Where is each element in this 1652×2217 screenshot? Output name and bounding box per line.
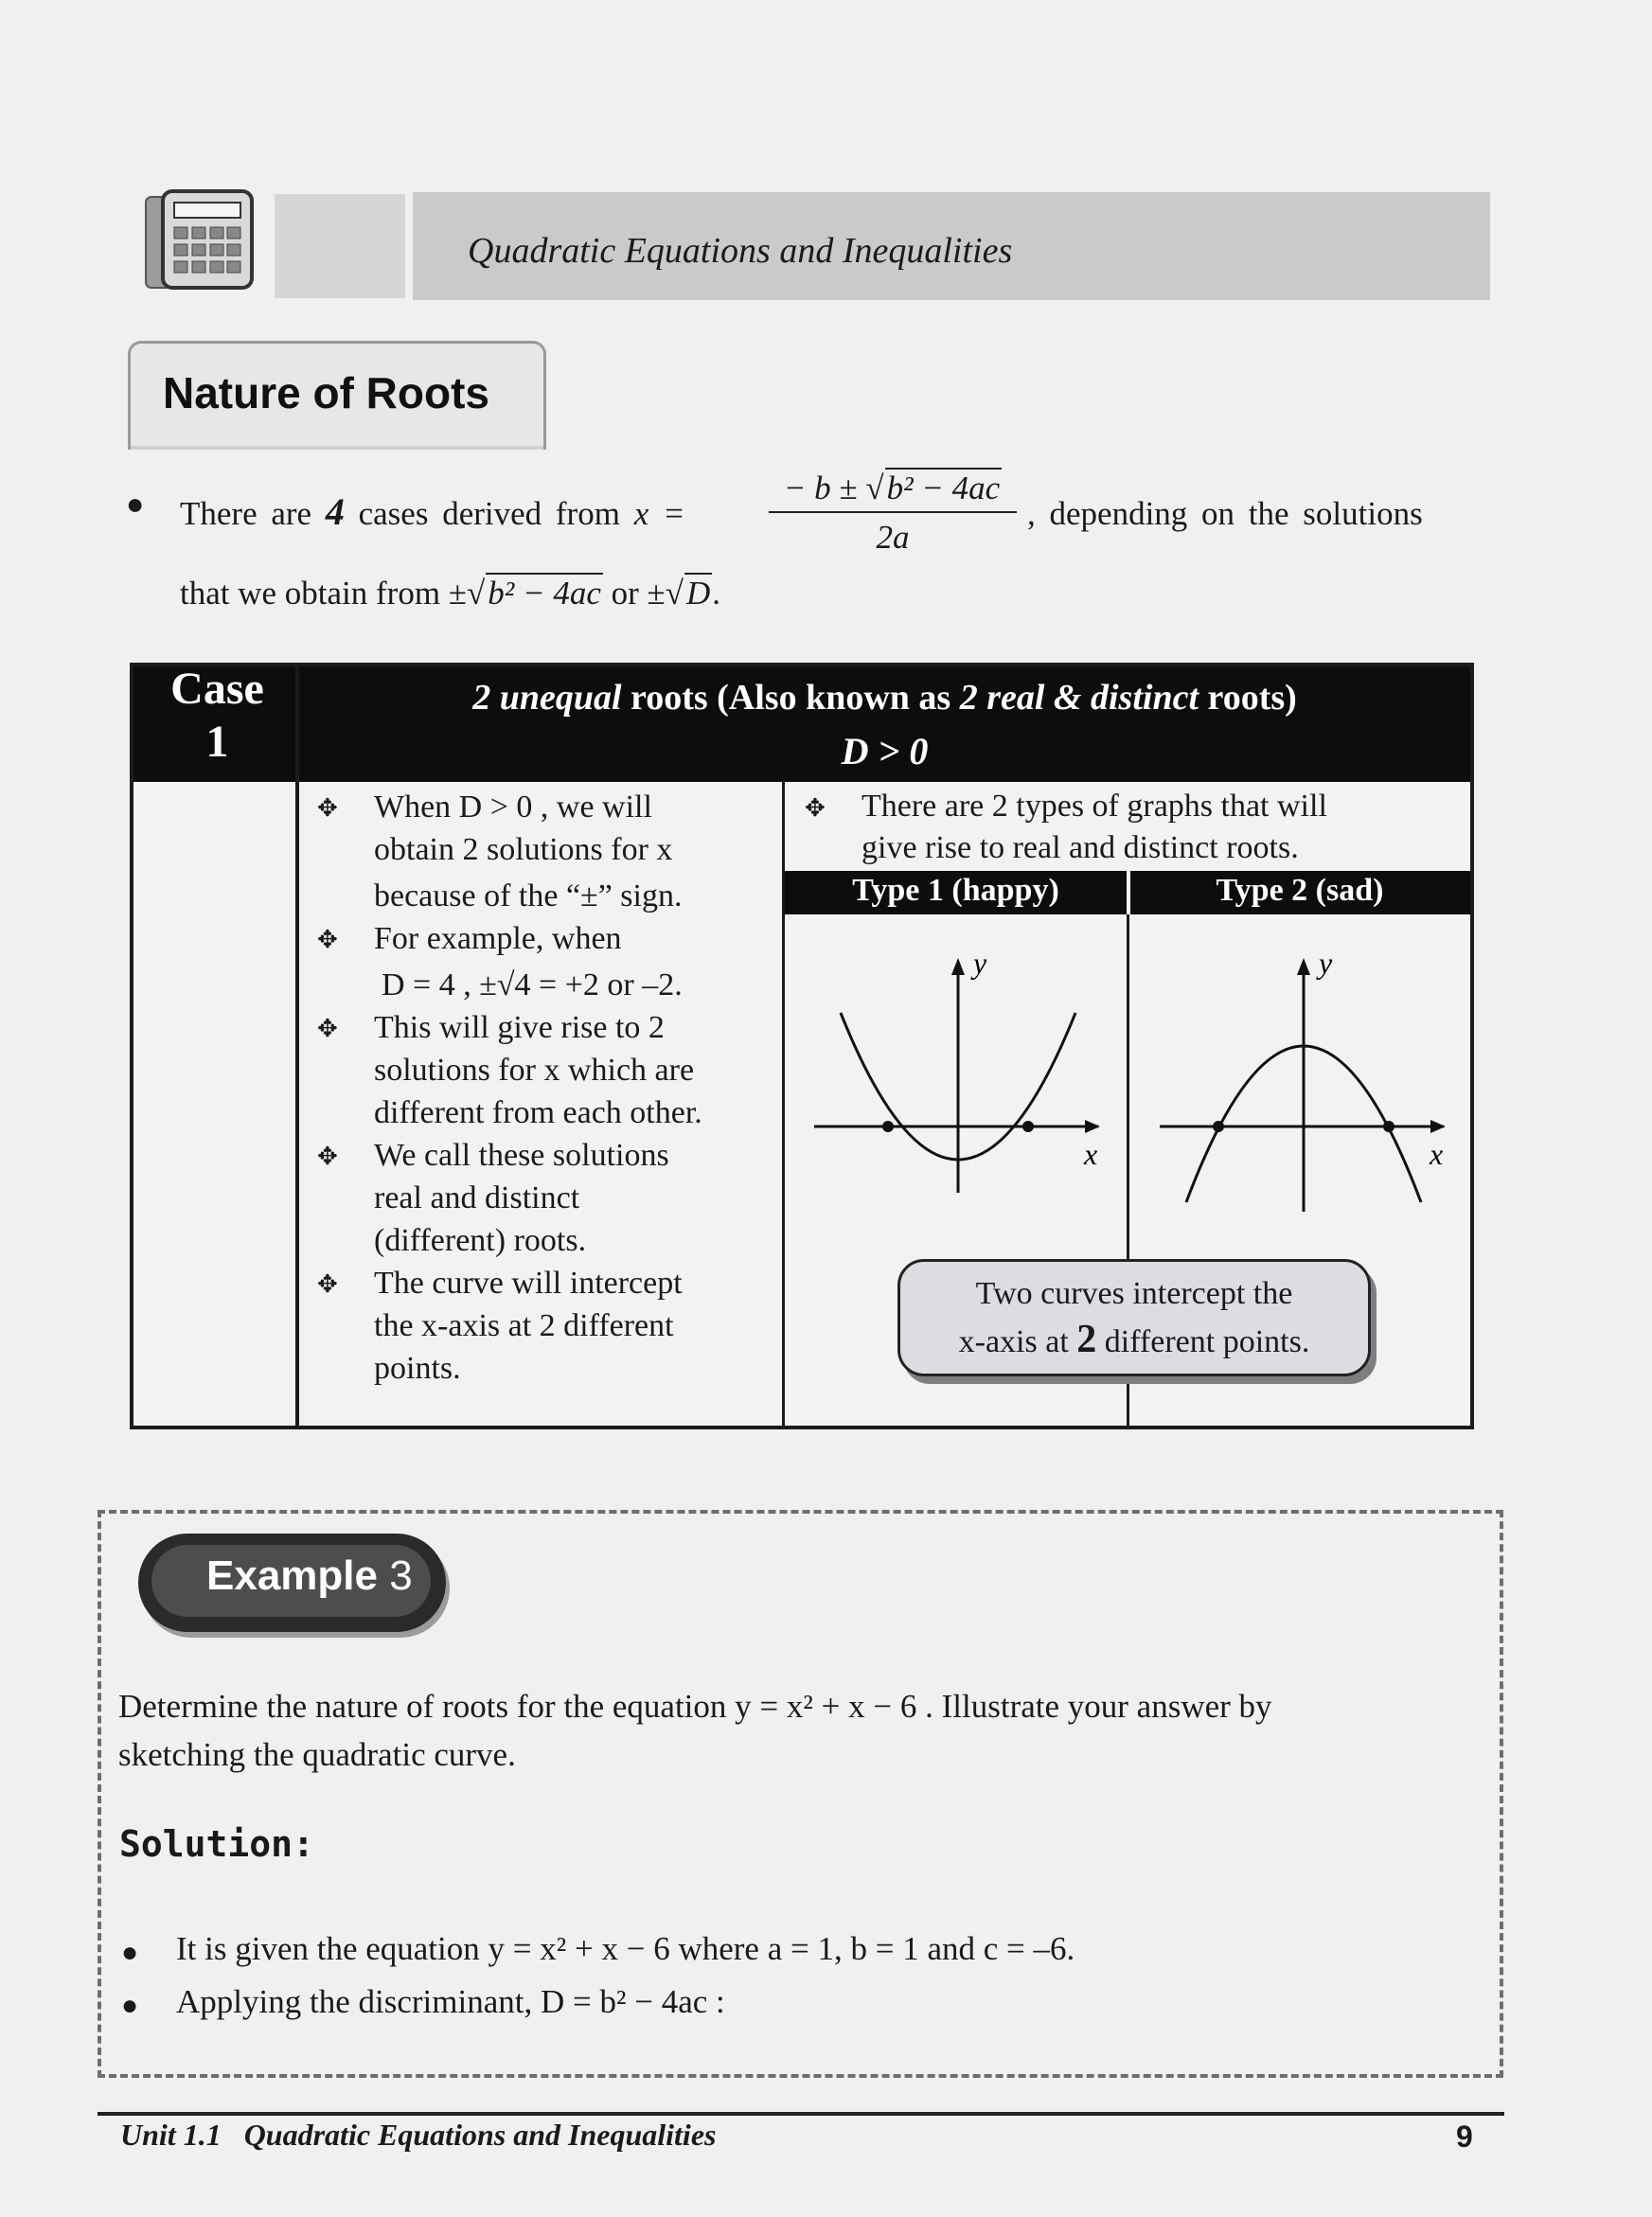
type-1-label: Type 1 (happy) [852, 873, 1059, 908]
list-item: ✥ This will give rise to 2 solutions for x which are different from each other. [317, 1010, 702, 1130]
header-band-left [275, 194, 405, 298]
solution-step-2: Applying the discriminant, D = b² − 4ac : [176, 1983, 725, 2020]
footer-rule [98, 2112, 1504, 2116]
solution-label: Solution: [119, 1823, 314, 1865]
happy-parabola-graph [795, 937, 1117, 1221]
example-label: Example 3 [206, 1552, 413, 1599]
type-2-label: Type 2 (sad) [1216, 873, 1384, 908]
case-label: Case 1 [170, 664, 264, 767]
y-axis-label: y [973, 946, 987, 980]
diamond-bullet-icon: ✥ [317, 926, 338, 954]
bullet-icon: ● [121, 1937, 139, 1968]
calculator-icon [144, 189, 256, 292]
diamond-bullet-icon: ✥ [317, 1143, 338, 1171]
list-item: ✥ For example, when D = 4 , ±√4 = +2 or –2. [317, 921, 683, 1002]
case-number: 1 [205, 717, 229, 767]
x-axis-label: x [1084, 1137, 1098, 1171]
sad-parabola-graph [1141, 937, 1463, 1221]
callout-note: Two curves intercept the x-axis at 2 different points. [897, 1259, 1371, 1376]
list-item: ✥ The curve will intercept the x-axis at 2 different points. [317, 1266, 683, 1386]
list-item: ✥ We call these solutions real and distinct (different) roots. [317, 1138, 669, 1258]
table-divider [295, 666, 299, 1426]
solution-step-1: It is given the equation y = x² + x − 6 where a = 1, b = 1 and c = –6. [176, 1930, 1075, 1967]
intro-line-1: There are 4 cases derived from x = [180, 490, 685, 533]
case-condition: D > 0 [841, 730, 929, 772]
graph-types-intro: ✥ There are 2 types of graphs that will give rise to real and distinct roots. [805, 789, 1327, 865]
intro-line-1-end: , depending on the solutions [1027, 495, 1423, 532]
intro-line-2: that we obtain from ±√b² − 4ac or ±√D. [180, 575, 721, 612]
case-count: 4 [325, 490, 345, 533]
y-axis-label: y [1319, 946, 1333, 980]
bullet-icon: ● [126, 487, 145, 521]
case-explanation-list [317, 786, 772, 1390]
formula-denominator: 2a [876, 519, 910, 556]
quadratic-formula [769, 468, 1017, 557]
diamond-bullet-icon: ✥ [317, 794, 338, 823]
page-number: 9 [1456, 2119, 1473, 2154]
list-item: ✥ When D > 0 , we will obtain 2 solutions for x because of the “±” sign. [317, 789, 683, 913]
footer-unit: Unit 1.1 Quadratic Equations and Inequalities [120, 2118, 717, 2152]
case-title: 2 unequal roots (Also known as 2 real & distinct roots) [472, 678, 1297, 718]
diamond-bullet-icon: ✥ [317, 1015, 338, 1043]
x-axis-label: x [1430, 1137, 1444, 1171]
bullet-icon: ● [121, 1990, 139, 2021]
diamond-bullet-icon: ✥ [805, 794, 826, 823]
example-question: Determine the nature of roots for the equation y = x² + x − 6 . Illustrate your answer by [118, 1688, 1272, 1725]
example-question-cont: sketching the quadratic curve. [118, 1736, 516, 1773]
header-title: Quadratic Equations and Inequalities [468, 231, 1013, 271]
section-title: Nature of Roots [163, 368, 489, 417]
diamond-bullet-icon: ✥ [317, 1270, 338, 1299]
formula-numerator: − b ± √b² − 4ac [769, 468, 1017, 513]
